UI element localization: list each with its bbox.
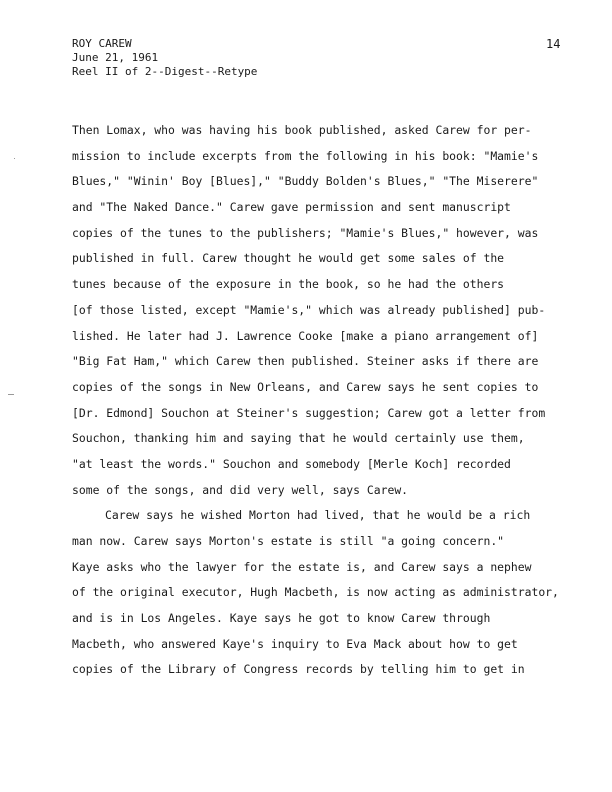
text-line: Carew says he wished Morton had lived, that he would be a rich xyxy=(105,508,531,523)
text-line: [of those listed, except "Mamie's," which was already published] pub- xyxy=(72,302,546,317)
text-line: man now. Carew says Morton's estate is still "a going concern." xyxy=(72,534,505,548)
text-line: some of the songs, and did very well, says Carew. xyxy=(72,482,409,497)
text-line: Souchon, thanking him and saying that he would certainly use them, xyxy=(72,431,525,446)
text-line: Macbeth, who answered Kaye's inquiry to Eva Mack about how to get xyxy=(72,636,518,651)
text-line: and is in Los Angeles. Kaye says he got to know Carew through xyxy=(72,611,491,626)
text-line: lished. He later had J. Lawrence Cooke [make a piano arrangement of] xyxy=(72,328,539,343)
text-line: [Dr. Edmond] Souchon at Steiner's suggestion; Carew got a letter from xyxy=(72,405,546,420)
text-line: copies of the songs in New Orleans, and Carew says he sent copies to xyxy=(72,379,539,394)
scan-mark xyxy=(14,158,15,159)
scan-mark xyxy=(8,394,14,395)
header-name: ROY CAREW xyxy=(72,37,132,50)
text-line: copies of the Library of Congress records by telling him to get in xyxy=(72,662,525,677)
header-date: June 21, 1961 xyxy=(72,51,159,64)
document-body xyxy=(72,118,572,683)
text-line: "at least the words." Souchon and somebody [Merle Koch] recorded xyxy=(72,456,511,471)
paragraph xyxy=(72,118,572,503)
page-header xyxy=(72,37,257,79)
text-line: of the original executor, Hugh Macbeth, is now acting as administrator, xyxy=(72,585,559,600)
text-line: published in full. Carew thought he would get some sales of the xyxy=(72,251,505,266)
text-line: and "The Naked Dance." Carew gave permission and sent manuscript xyxy=(72,200,511,215)
page-number: 14 xyxy=(546,37,561,51)
text-line: Then Lomax, who was having his book published, asked Carew for per- xyxy=(72,123,532,137)
header-reel: Reel II of 2--Digest--Retype xyxy=(72,65,258,78)
text-line: Kaye asks who the lawyer for the estate is, and Carew says a nephew xyxy=(72,559,532,574)
text-line: copies of the tunes to the publishers; "Mamie's Blues," however, was xyxy=(72,225,539,240)
text-line: "Big Fat Ham," which Carew then published. Steiner asks if there are xyxy=(72,354,539,369)
text-line: mission to include excerpts from the following in his book: "Mamie's xyxy=(72,148,539,163)
text-line: tunes because of the exposure in the book, so he had the others xyxy=(72,277,505,292)
paragraph xyxy=(72,503,572,683)
text-line: Blues," "Winin' Boy [Blues]," "Buddy Bolden's Blues," "The Miserere" xyxy=(72,174,539,189)
